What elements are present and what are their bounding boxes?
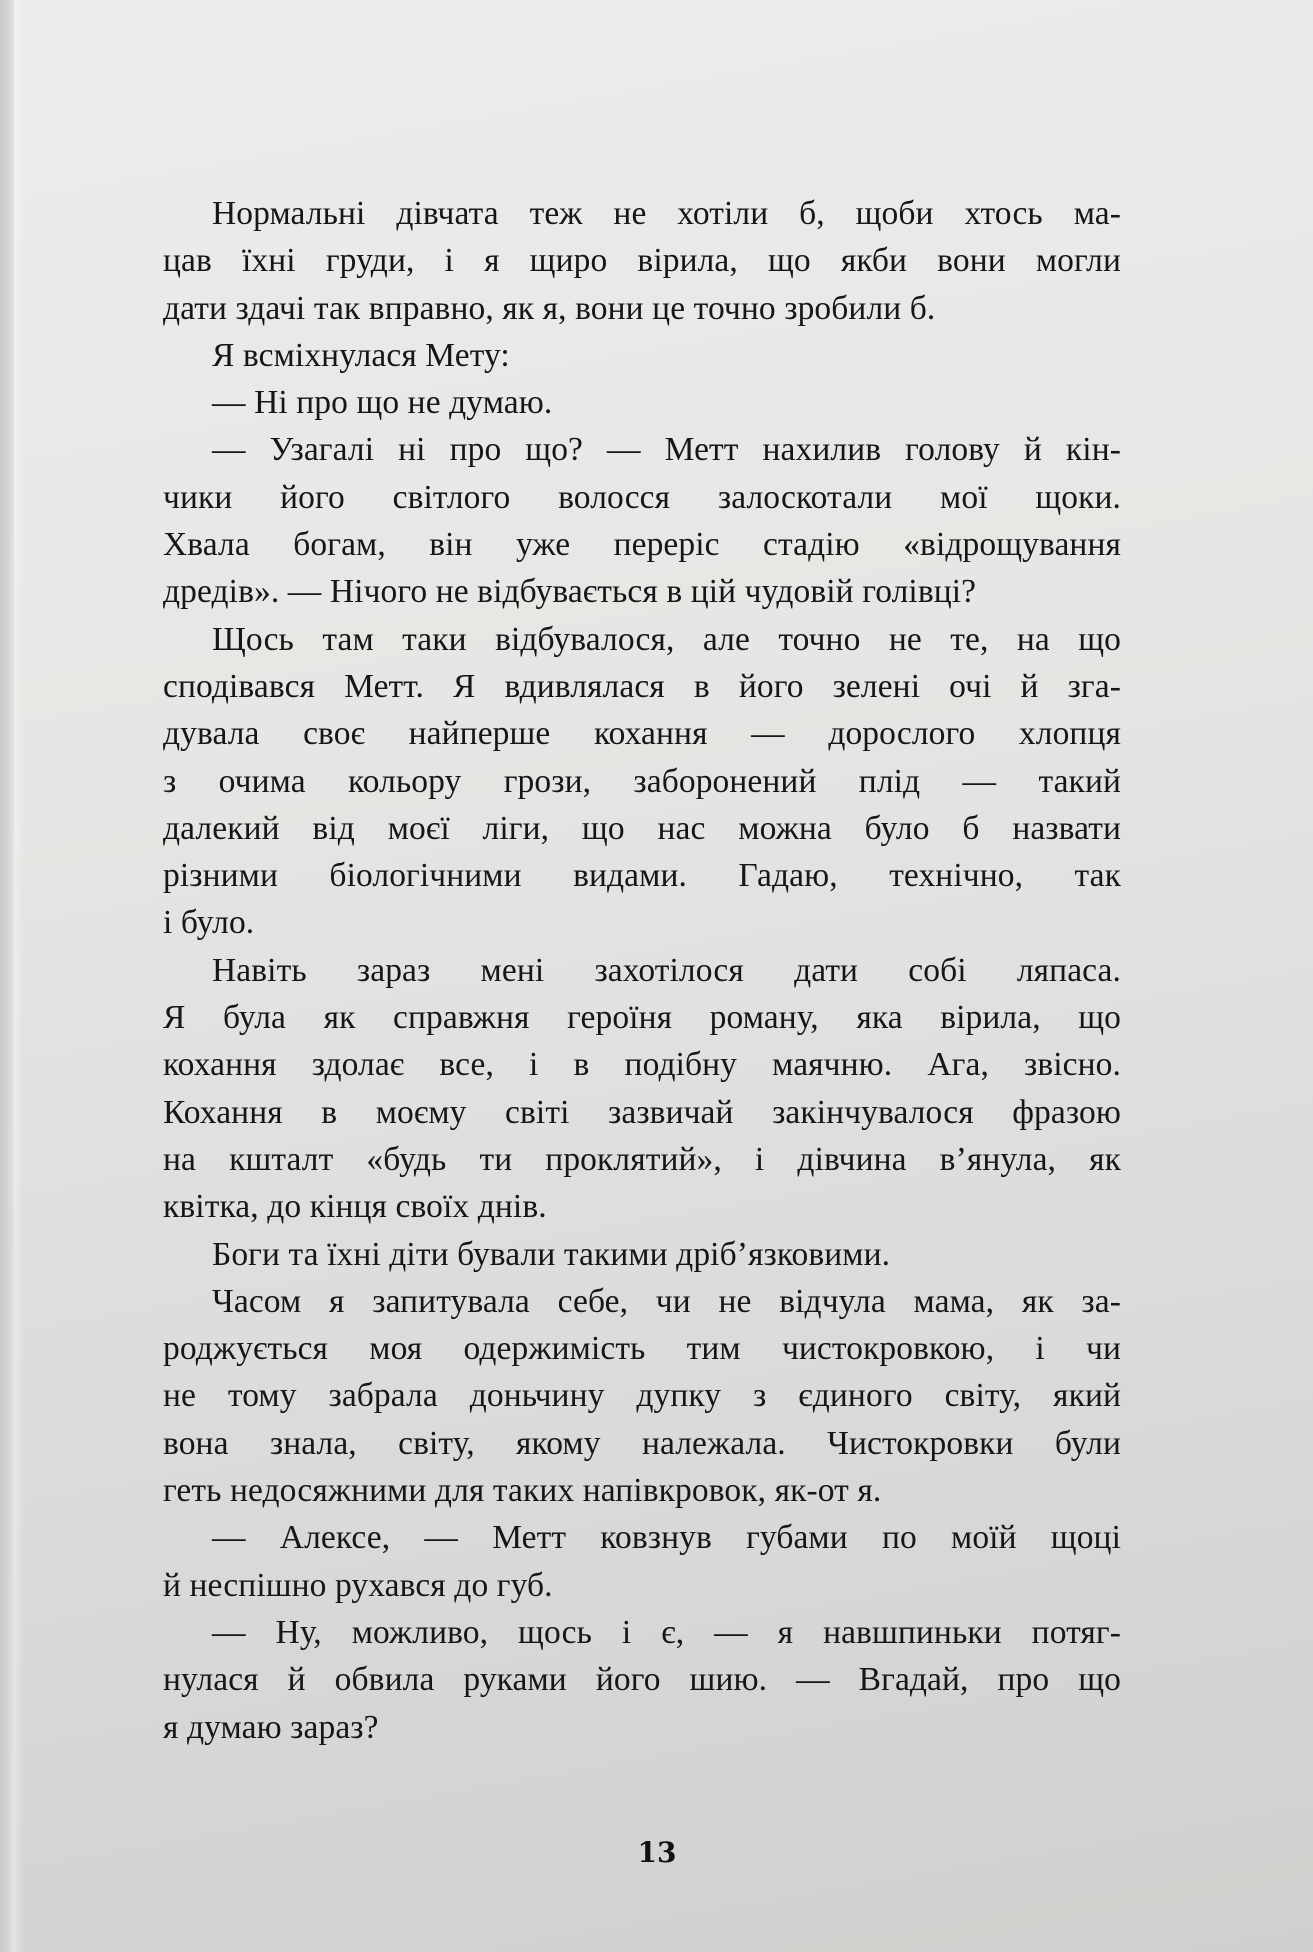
- text-line: я думаю зараз?: [163, 1708, 379, 1746]
- text-line: геть недосяжними для таких напівкровок, як-от я.: [163, 1472, 882, 1510]
- text-line: — Алексе, — Метт ковзнув губами по моїй щоці: [212, 1519, 1121, 1557]
- text-line: далекий від моєї ліги, що нас можна було б назвати: [163, 809, 1121, 847]
- text-line: Нормальні дівчата теж не хотіли б, щоби хтось ма-: [212, 195, 1121, 232]
- text-line: Хвала богам, він уже переріс стадію «відрощування: [163, 526, 1121, 564]
- text-line: не тому забрала доньчину дупку з єдиного світу, який: [163, 1377, 1121, 1415]
- page-edge-highlight: [14, 0, 24, 1952]
- text-line: Кохання в моєму світі зазвичай закінчувалося фразою: [163, 1093, 1121, 1131]
- text-line: й неспішно рухався до губ.: [163, 1566, 553, 1604]
- text-line: Я була як справжня героїня роману, яка вірила, що: [163, 999, 1121, 1037]
- text-line: вона знала, світу, якому належала. Чистокровки були: [163, 1424, 1121, 1462]
- text-line: квітка, до кінця своїх днів.: [163, 1188, 547, 1226]
- text-line: роджується моя одержимість тим чистокровкою, і чи: [163, 1330, 1121, 1368]
- text-line: сподівався Метт. Я вдивлялася в його зелені очі й зга-: [163, 667, 1121, 705]
- text-line: з очима кольору грози, заборонений плід — такий: [163, 762, 1121, 800]
- body-text: [163, 190, 1121, 1751]
- text-line: — Ну, можливо, щось і є, — я навшпиньки потяг-: [212, 1613, 1121, 1651]
- text-line: кохання здолає все, і в подібну маячню. Ага, звісно.: [163, 1046, 1121, 1084]
- text-line: — Узагалі ні про що? — Метт нахилив голову й кін-: [212, 431, 1121, 469]
- text-line: Боги та їхні діти бували такими дріб’язковими.: [212, 1235, 891, 1273]
- text-line: на кшталт «будь ти проклятий», і дівчина в’янула, як: [163, 1140, 1121, 1178]
- text-line: і було.: [163, 904, 255, 942]
- text-line: Щось там таки відбувалося, але точно не те, на що: [212, 620, 1121, 658]
- text-line: чики його світлого волосся залоскотали мої щоки.: [163, 478, 1121, 516]
- text-line: дати здачі так вправно, як я, вони це точно зробили б.: [163, 289, 936, 327]
- page-binding-edge: [0, 0, 14, 1952]
- text-line: різними біологічними видами. Гадаю, технічно, так: [163, 857, 1121, 895]
- text-line: дредів». — Нічого не відбувається в цій чудовій голівці?: [163, 573, 977, 611]
- text-line: Часом я запитувала себе, чи не відчула мама, як за-: [212, 1282, 1121, 1320]
- text-line: Я всміхнулася Мету:: [212, 336, 510, 374]
- text-line: нулася й обвила руками його шию. — Вгадай, про що: [163, 1661, 1121, 1699]
- text-line: Навіть зараз мені захотілося дати собі ляпаса.: [212, 951, 1121, 989]
- text-line: — Ні про що не думаю.: [212, 384, 553, 422]
- text-line: цав їхні груди, і я щиро вірила, що якби вони могли: [163, 242, 1121, 280]
- text-line: дувала своє найперше кохання — дорослого хлопця: [163, 715, 1121, 753]
- page-number: 13: [637, 1836, 677, 1869]
